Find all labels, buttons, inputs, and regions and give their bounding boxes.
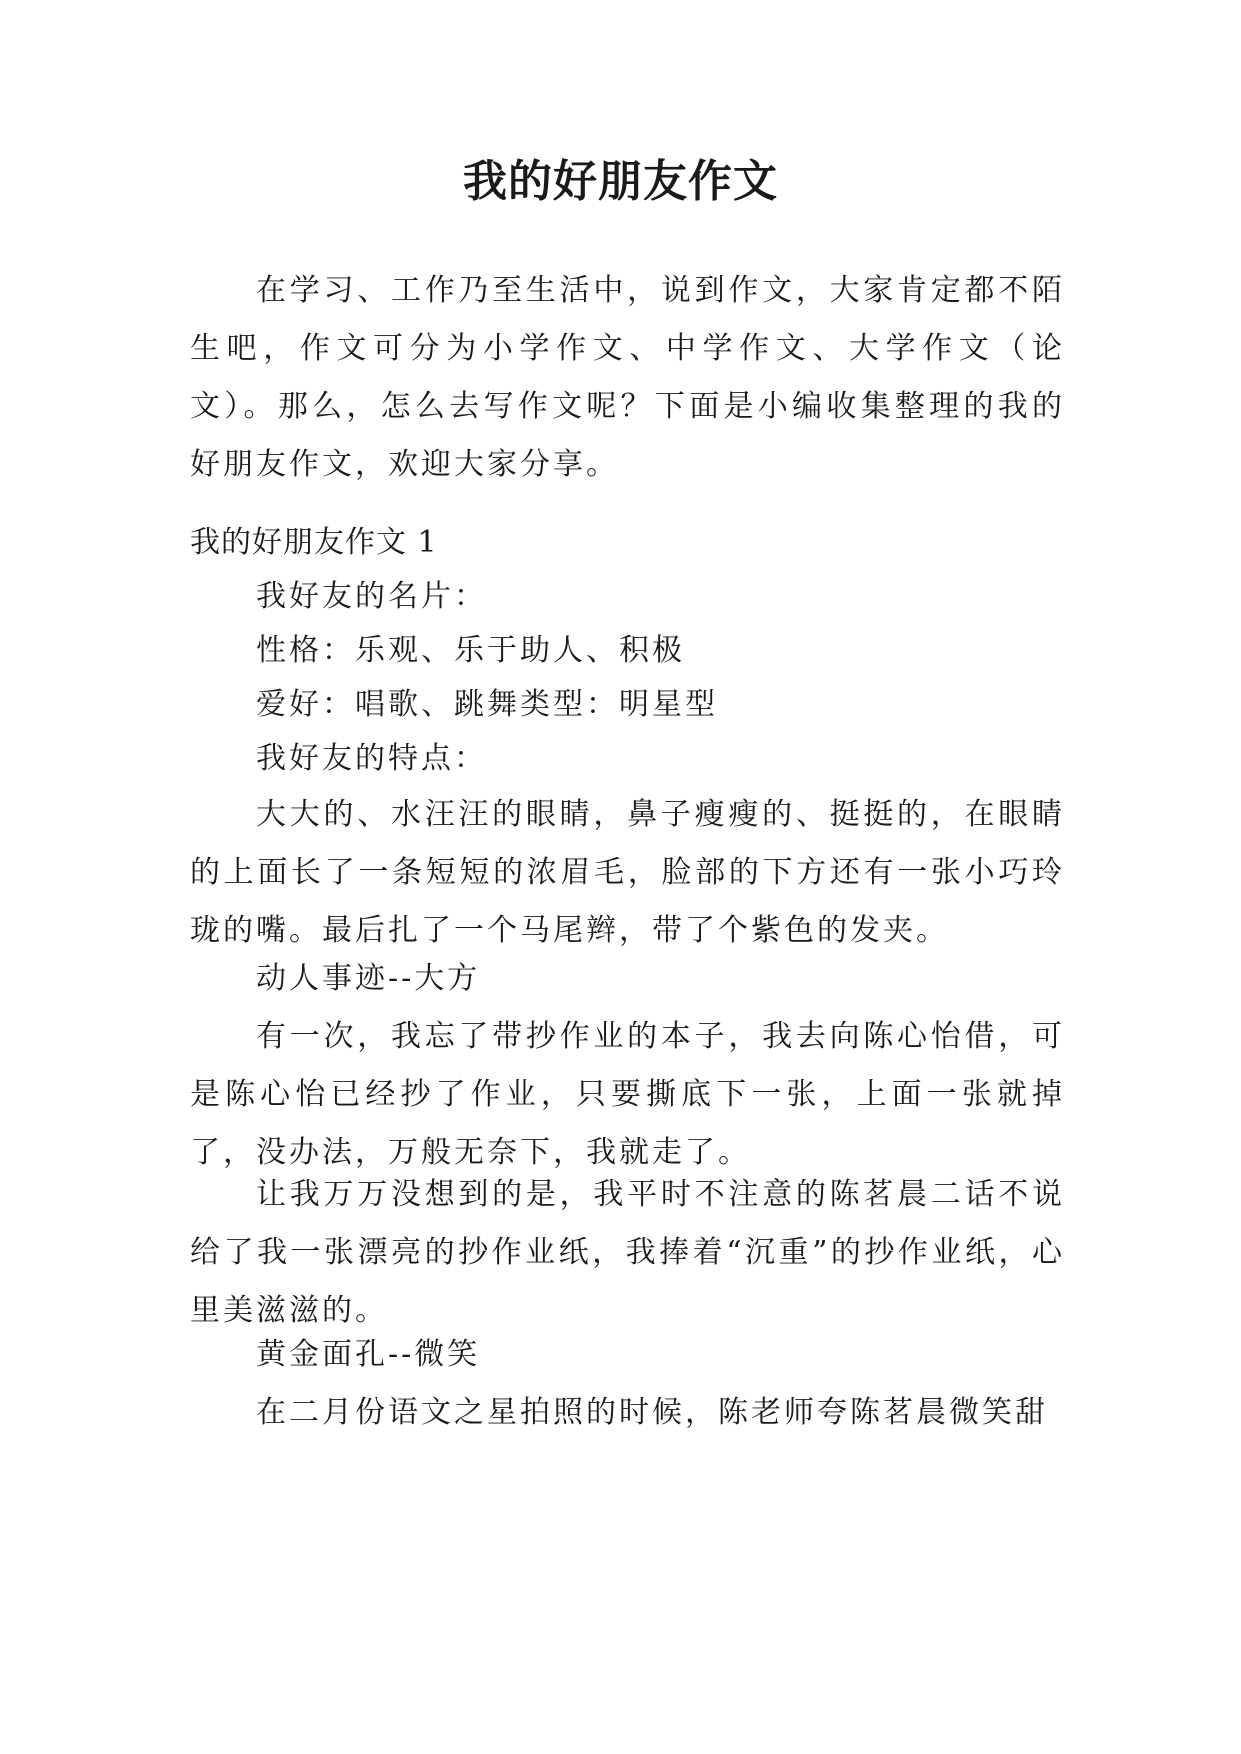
story2-paragraph-1: 在二月份语文之星拍照的时候，陈老师夸陈茗晨微笑甜	[256, 1395, 1048, 1430]
section-heading: 我的好朋友作文 1	[190, 525, 438, 560]
features-heading: 我好友的特点：	[256, 741, 487, 776]
personality-line: 性格：乐观、乐于助人、积极	[256, 633, 685, 668]
story1-paragraph-1: 有一次，我忘了带抄作业的本子，我去向陈心怡借，可是陈心怡已经抄了作业，只要撕底下一张，上面一张就掉了，没办法，万般无奈下，我就走了。	[190, 1019, 1065, 1170]
story1-paragraph-2: 让我万万没想到的是，我平时不注意的陈茗晨二话不说给了我一张漂亮的抄作业纸，我捧着“沉重”的抄作业纸，心里美滋滋的。	[190, 1177, 1065, 1328]
document-title: 我的好朋友作文	[463, 156, 778, 207]
hobby-line: 爱好：唱歌、跳舞类型：明星型	[256, 687, 718, 722]
features-paragraph: 大大的、水汪汪的眼睛，鼻子瘦瘦的、挺挺的，在眼睛的上面长了一条短短的浓眉毛，脸部的下方还有一张小巧玲珑的嘴。最后扎了一个马尾辫，带了个紫色的发夹。	[190, 797, 1065, 948]
story1-heading: 动人事迹--大方	[256, 961, 481, 996]
intro-paragraph: 在学习、工作乃至生活中，说到作文，大家肯定都不陌生吧，作文可分为小学作文、中学作文、大学作文（论文）。那么，怎么去写作文呢？下面是小编收集整理的我的好朋友作文，欢迎大家分享。	[190, 273, 1065, 482]
story2-heading: 黄金面孔--微笑	[256, 1337, 481, 1372]
card-heading: 我好友的名片：	[256, 579, 487, 614]
